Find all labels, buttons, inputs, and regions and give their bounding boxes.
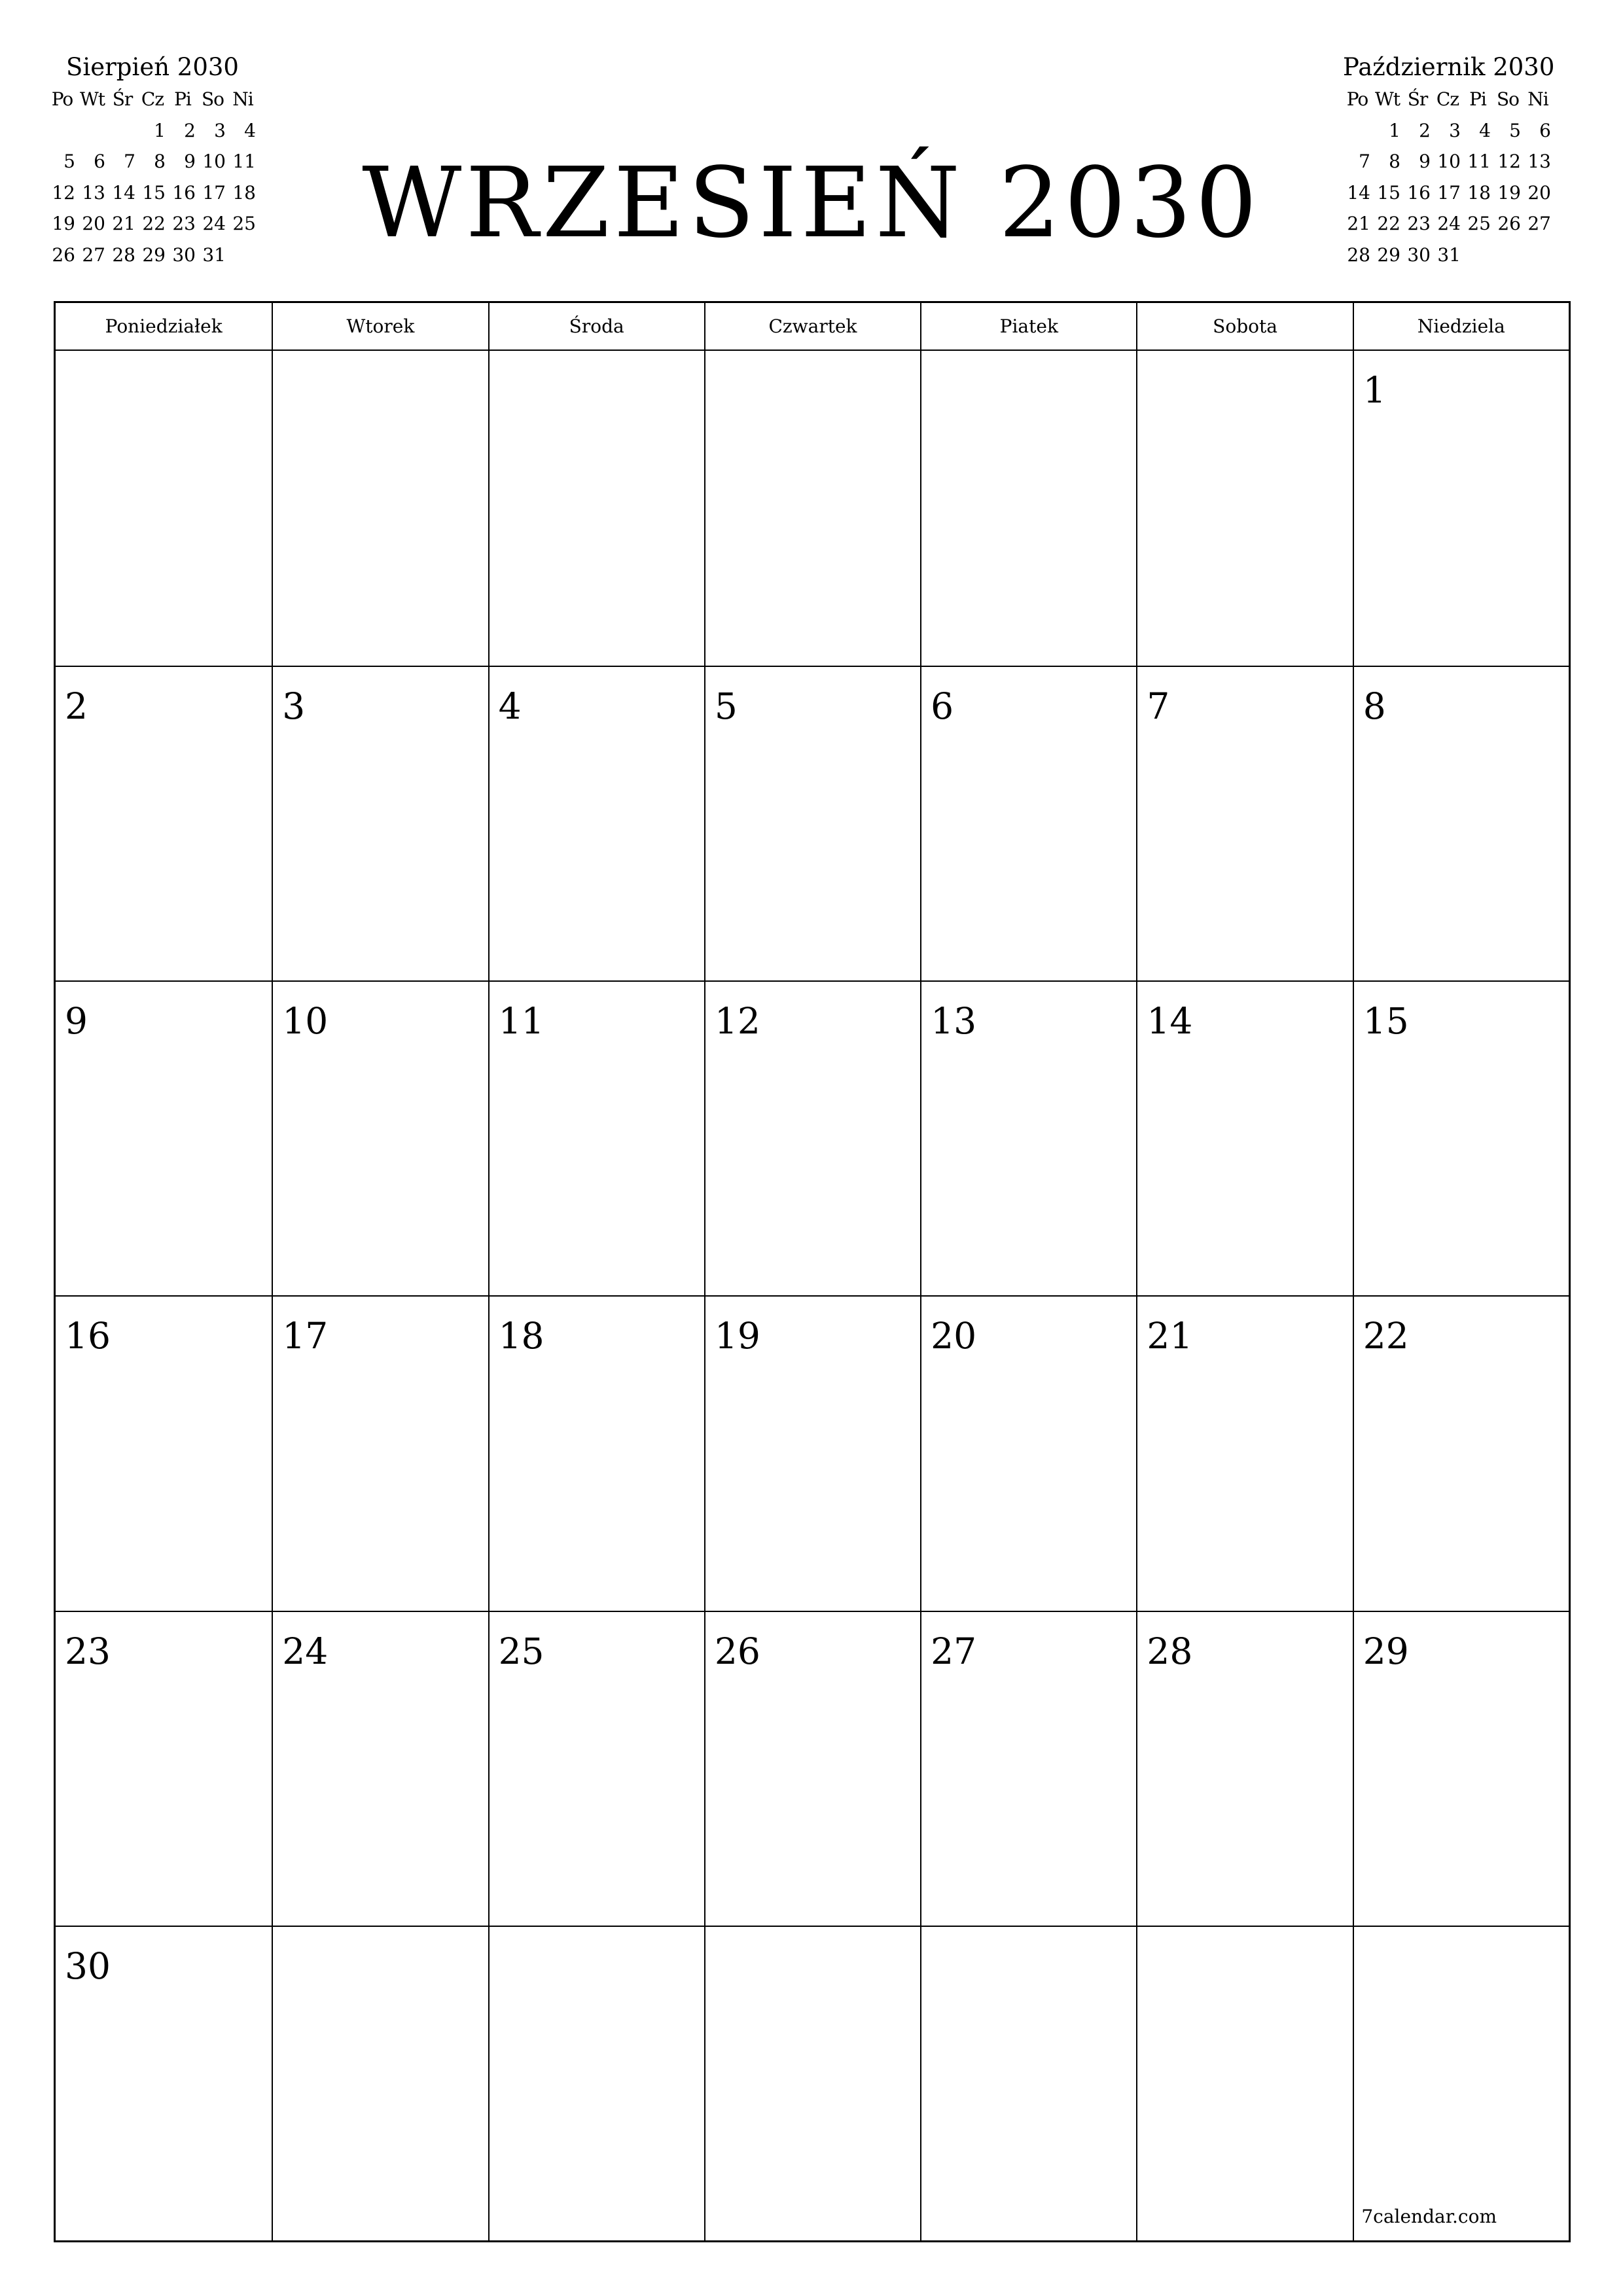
mini-day: 9 <box>184 151 196 172</box>
day-cell[interactable] <box>488 980 704 1295</box>
day-cell[interactable] <box>56 980 272 1295</box>
day-number: 7 <box>1147 685 1170 728</box>
mini-day: 2 <box>184 119 196 141</box>
day-number: 9 <box>65 1000 88 1043</box>
next-month-mini-calendar <box>1343 51 1555 270</box>
day-cell[interactable] <box>488 666 704 980</box>
day-cell[interactable] <box>488 351 704 666</box>
mini-day: 24 <box>1437 213 1461 234</box>
day-cell[interactable] <box>1353 666 1569 980</box>
day-cell[interactable] <box>488 1295 704 1610</box>
mini-weekday: Pi <box>1469 88 1486 110</box>
day-cell[interactable] <box>704 1926 920 2240</box>
mini-day: 3 <box>214 119 226 141</box>
day-number: 2 <box>65 685 88 728</box>
day-cell[interactable] <box>1353 1926 1569 2240</box>
day-cell[interactable] <box>1353 1611 1569 1926</box>
mini-day <box>78 115 107 147</box>
day-cell[interactable] <box>704 1295 920 1610</box>
day-cell[interactable] <box>920 666 1136 980</box>
mini-day: 28 <box>112 243 135 266</box>
day-number: 11 <box>498 1000 544 1043</box>
weekday-header: Niedziela <box>1353 303 1569 350</box>
mini-day: 31 <box>1437 243 1461 266</box>
mini-weekday: Wt <box>1374 88 1400 110</box>
day-number: 29 <box>1363 1630 1409 1672</box>
mini-day: 27 <box>1527 213 1551 234</box>
mini-day: 12 <box>52 181 75 204</box>
weekday-header: Czwartek <box>704 303 920 350</box>
mini-day: 20 <box>1527 181 1551 204</box>
day-number: 14 <box>1147 1000 1193 1043</box>
day-cell[interactable] <box>272 1611 488 1926</box>
mini-day: 4 <box>1479 119 1491 141</box>
weekday-header: Wtorek <box>272 303 488 350</box>
day-cell[interactable] <box>920 1295 1136 1610</box>
day-cell[interactable] <box>920 980 1136 1295</box>
day-cell[interactable] <box>56 1926 272 2240</box>
mini-day: 10 <box>202 151 226 172</box>
mini-day: 25 <box>232 213 256 234</box>
day-number: 26 <box>714 1630 760 1672</box>
mini-day: 10 <box>1437 151 1461 172</box>
mini-day: 6 <box>1539 119 1551 141</box>
mini-day: 19 <box>52 213 75 234</box>
mini-weekday: Wt <box>79 88 105 110</box>
mini-day: 23 <box>1407 213 1431 234</box>
mini-weekday: Pi <box>174 88 191 110</box>
day-number: 13 <box>931 1000 977 1043</box>
day-number: 8 <box>1363 685 1386 728</box>
mini-day <box>1524 240 1552 271</box>
day-cell[interactable] <box>488 1611 704 1926</box>
mini-day: 3 <box>1449 119 1461 141</box>
day-number: 24 <box>282 1630 329 1672</box>
day-cell[interactable] <box>920 1611 1136 1926</box>
day-number: 10 <box>282 1000 329 1043</box>
mini-day <box>1493 240 1522 271</box>
mini-day: 2 <box>1419 119 1431 141</box>
day-cell[interactable] <box>1353 980 1569 1295</box>
day-cell[interactable] <box>1136 980 1352 1295</box>
day-cell[interactable] <box>704 666 920 980</box>
day-cell[interactable] <box>704 351 920 666</box>
mini-day: 20 <box>82 213 105 234</box>
mini-day: 1 <box>154 119 166 141</box>
mini-day: 28 <box>1347 243 1370 266</box>
mini-day: 21 <box>1347 213 1370 234</box>
day-number: 6 <box>931 685 954 728</box>
mini-weekday: So <box>1496 88 1520 110</box>
mini-weekday: Śr <box>1407 88 1428 110</box>
mini-day: 9 <box>1419 151 1431 172</box>
mini-day: 24 <box>202 213 226 234</box>
mini-day: 14 <box>112 181 135 204</box>
mini-day: 12 <box>1497 151 1521 172</box>
day-cell[interactable] <box>272 980 488 1295</box>
mini-day: 13 <box>1527 151 1551 172</box>
mini-day: 31 <box>202 243 226 266</box>
mini-day: 27 <box>82 243 105 266</box>
mini-weekday: Po <box>51 88 73 110</box>
mini-weekday: Ni <box>1527 88 1548 110</box>
day-number: 28 <box>1147 1630 1193 1672</box>
day-number: 25 <box>498 1630 544 1672</box>
weekday-header: Sobota <box>1136 303 1352 350</box>
mini-day <box>108 115 137 147</box>
day-number: 12 <box>714 1000 760 1043</box>
day-cell[interactable] <box>920 1926 1136 2240</box>
next-month-grid <box>1343 84 1552 270</box>
prev-month-title: Sierpień 2030 <box>66 53 239 81</box>
day-cell[interactable] <box>1136 1295 1352 1610</box>
weekday-header: Poniedziałek <box>105 315 223 337</box>
mini-day <box>1343 115 1372 147</box>
page-title: WRZESIEŃ 2030 <box>362 147 1261 259</box>
mini-day: 11 <box>232 151 256 172</box>
day-cell[interactable] <box>56 351 272 666</box>
day-number: 21 <box>1147 1315 1193 1357</box>
day-number: 23 <box>65 1630 111 1672</box>
day-cell[interactable] <box>272 1926 488 2240</box>
day-number: 18 <box>498 1315 544 1357</box>
mini-day: 15 <box>142 181 166 204</box>
mini-day: 8 <box>1389 151 1400 172</box>
mini-weekday: Cz <box>1436 88 1459 110</box>
mini-day: 16 <box>1407 181 1431 204</box>
day-cell[interactable] <box>272 1295 488 1610</box>
day-number: 17 <box>282 1315 329 1357</box>
day-cell[interactable] <box>704 980 920 1295</box>
day-cell[interactable] <box>56 1295 272 1610</box>
mini-weekday: Po <box>1346 88 1368 110</box>
day-number: 5 <box>714 685 738 728</box>
day-cell[interactable] <box>272 666 488 980</box>
day-number: 30 <box>65 1945 111 1987</box>
day-cell[interactable] <box>1136 1926 1352 2240</box>
mini-day: 5 <box>63 151 75 172</box>
mini-day: 7 <box>124 151 135 172</box>
mini-day: 23 <box>172 213 196 234</box>
mini-day: 29 <box>142 243 166 266</box>
next-month-title: Październik 2030 <box>1343 53 1555 81</box>
mini-day: 7 <box>1359 151 1370 172</box>
day-number: 16 <box>65 1315 111 1357</box>
weekday-header: Piatek <box>920 303 1136 350</box>
mini-day: 30 <box>1407 243 1431 266</box>
mini-weekday: Ni <box>232 88 253 110</box>
mini-weekday: Śr <box>112 88 133 110</box>
day-cell[interactable] <box>1136 666 1352 980</box>
mini-day: 26 <box>1497 213 1521 234</box>
month-grid <box>54 301 1571 2242</box>
calendar-body <box>56 351 1569 2240</box>
mini-day: 18 <box>232 181 256 204</box>
day-cell[interactable] <box>1353 1295 1569 1610</box>
mini-day: 14 <box>1347 181 1370 204</box>
day-number: 4 <box>498 685 522 728</box>
day-cell[interactable] <box>56 1611 272 1926</box>
mini-day: 16 <box>172 181 196 204</box>
day-number: 1 <box>1363 369 1386 411</box>
day-cell[interactable] <box>488 1926 704 2240</box>
mini-day: 6 <box>94 151 105 172</box>
weekday-header-row <box>56 303 1569 351</box>
mini-day: 17 <box>202 181 226 204</box>
mini-day: 5 <box>1509 119 1521 141</box>
mini-day: 30 <box>172 243 196 266</box>
day-number: 19 <box>714 1315 760 1357</box>
mini-day: 21 <box>112 213 135 234</box>
mini-day: 13 <box>82 181 105 204</box>
mini-day <box>48 115 77 147</box>
day-number: 22 <box>1363 1315 1409 1357</box>
day-cell[interactable] <box>920 351 1136 666</box>
day-cell[interactable] <box>1136 351 1352 666</box>
day-number: 15 <box>1363 1000 1409 1043</box>
day-cell[interactable] <box>1136 1611 1352 1926</box>
weekday-header: Środa <box>488 303 704 350</box>
mini-day: 29 <box>1377 243 1400 266</box>
mini-day: 22 <box>1377 213 1400 234</box>
day-cell[interactable] <box>704 1611 920 1926</box>
mini-day: 17 <box>1437 181 1461 204</box>
day-cell[interactable] <box>1353 351 1569 666</box>
mini-day: 4 <box>244 119 256 141</box>
mini-day: 26 <box>52 243 75 266</box>
mini-weekday: Cz <box>141 88 164 110</box>
mini-day: 22 <box>142 213 166 234</box>
day-cell[interactable] <box>56 666 272 980</box>
mini-day: 18 <box>1467 181 1491 204</box>
footer-source: 7calendar.com <box>1361 2206 1497 2227</box>
day-number: 3 <box>282 685 306 728</box>
mini-day: 8 <box>154 151 166 172</box>
mini-day: 19 <box>1497 181 1521 204</box>
mini-weekday: So <box>201 88 224 110</box>
day-cell[interactable] <box>272 351 488 666</box>
day-number: 27 <box>931 1630 977 1672</box>
mini-day: 25 <box>1467 213 1491 234</box>
day-number: 20 <box>931 1315 977 1357</box>
mini-day: 11 <box>1467 151 1491 172</box>
mini-day: 1 <box>1389 119 1400 141</box>
mini-day: 15 <box>1377 181 1400 204</box>
mini-day <box>1463 240 1492 271</box>
